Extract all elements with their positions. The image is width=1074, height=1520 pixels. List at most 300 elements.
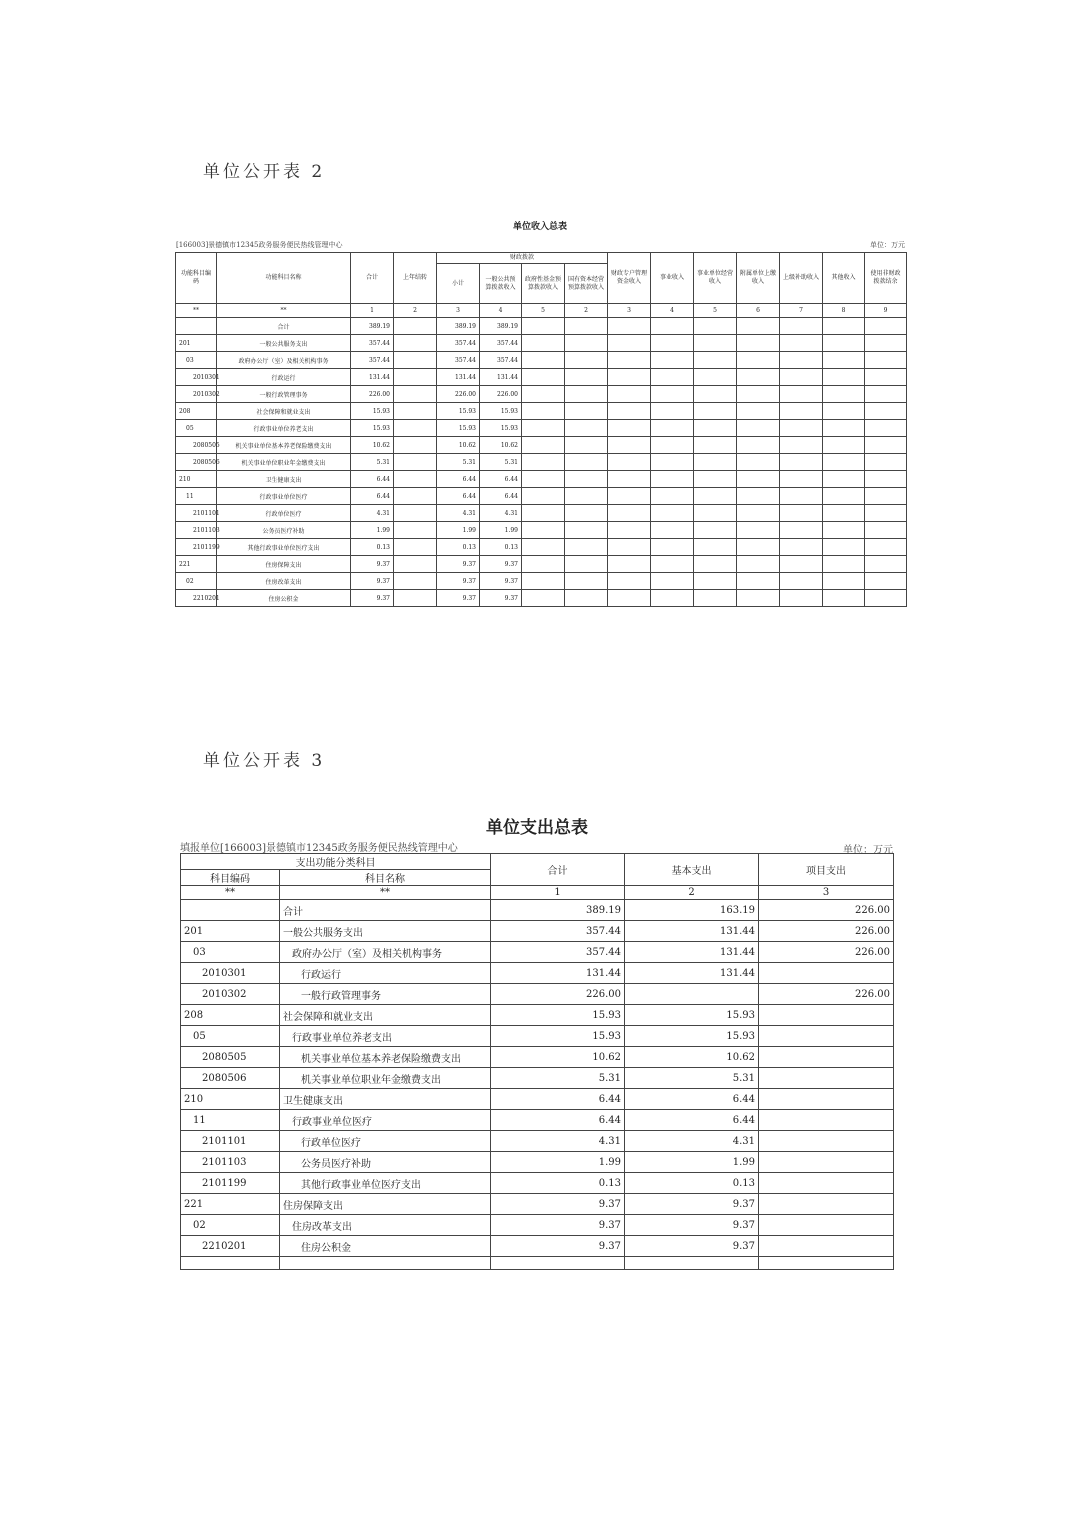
row-empty-cell (522, 437, 565, 454)
row-code: 2101103 (176, 522, 217, 539)
row-basic: 5.31 (625, 1068, 759, 1089)
row-empty-cell (865, 403, 907, 420)
row-total: 9.37 (351, 590, 394, 607)
row-empty-cell (823, 386, 865, 403)
row-empty-cell (608, 590, 651, 607)
row-code: 2080505 (176, 437, 217, 454)
row-empty-cell (565, 505, 608, 522)
income-table-row (176, 488, 907, 505)
row-code: 210 (181, 1089, 280, 1110)
row-basic: 131.44 (625, 921, 759, 942)
row-empty-cell (694, 352, 737, 369)
expense-table (180, 853, 894, 1270)
row-empty-cell (823, 539, 865, 556)
row-name: 其他行政事业单位医疗支出 (217, 539, 351, 556)
row-total: 4.31 (351, 505, 394, 522)
row-total: 6.44 (491, 1110, 625, 1131)
income-index-cell: 1 (351, 304, 394, 318)
row-carryover (394, 403, 437, 420)
row-empty-cell (651, 522, 694, 539)
row-empty-cell (651, 573, 694, 590)
row-empty-cell (608, 403, 651, 420)
expense-index-cell: 2 (625, 886, 759, 900)
row-code: 11 (181, 1110, 280, 1131)
row-general-budget: 357.44 (480, 352, 522, 369)
row-name: 一般行政管理事务 (280, 984, 491, 1005)
row-general-budget: 4.31 (480, 505, 522, 522)
income-index-cell: 3 (608, 304, 651, 318)
row-total: 131.44 (491, 963, 625, 984)
row-total: 5.31 (351, 454, 394, 471)
row-code: 2101101 (181, 1131, 280, 1152)
row-empty-cell (780, 420, 823, 437)
row-name: 社会保障和就业支出 (217, 403, 351, 420)
row-basic: 9.37 (625, 1236, 759, 1257)
row-total: 6.44 (351, 488, 394, 505)
row-carryover (394, 335, 437, 352)
row-empty-cell (565, 352, 608, 369)
expense-table-row (181, 1026, 894, 1047)
expense-unit-label: 单位：万元 (843, 845, 893, 856)
row-name: 行政事业单位养老支出 (280, 1026, 491, 1047)
row-carryover (394, 437, 437, 454)
expense-header-cell: 科目名称 (280, 870, 491, 886)
row-project (759, 1215, 894, 1236)
expense-table-row (181, 1236, 894, 1257)
row-empty-cell (522, 556, 565, 573)
row-empty-cell (565, 335, 608, 352)
income-table-row (176, 318, 907, 335)
row-empty-cell (522, 573, 565, 590)
income-index-cell: 3 (437, 304, 480, 318)
row-general-budget: 15.93 (480, 420, 522, 437)
row-empty-cell (608, 505, 651, 522)
expense-table-row (181, 1110, 894, 1131)
row-name: 住房保障支出 (280, 1194, 491, 1215)
row-empty-cell (823, 437, 865, 454)
row-empty-cell (780, 522, 823, 539)
row-project: 226.00 (759, 984, 894, 1005)
row-empty-cell (694, 403, 737, 420)
expense-table-row (181, 963, 894, 984)
row-carryover (394, 386, 437, 403)
income-table-row (176, 352, 907, 369)
row-name: 行政单位医疗 (280, 1131, 491, 1152)
row-basic: 9.37 (625, 1194, 759, 1215)
row-empty-cell (737, 454, 780, 471)
row-empty-cell (865, 488, 907, 505)
income-index-cell: 5 (522, 304, 565, 318)
row-subtotal: 15.93 (437, 420, 480, 437)
row-empty-cell (565, 369, 608, 386)
row-code: 2101199 (181, 1173, 280, 1194)
expense-table-row (181, 900, 894, 921)
row-empty-cell (608, 369, 651, 386)
row-empty-cell (565, 590, 608, 607)
row-empty-cell (565, 573, 608, 590)
row-total: 15.93 (491, 1005, 625, 1026)
row-code: 2080506 (181, 1068, 280, 1089)
row-empty-cell (780, 318, 823, 335)
row-name: 一般行政管理事务 (217, 386, 351, 403)
row-project (759, 1152, 894, 1173)
row-empty-cell (737, 505, 780, 522)
row-total: 9.37 (351, 573, 394, 590)
row-code: 2010301 (181, 963, 280, 984)
row-empty-cell (737, 369, 780, 386)
row-empty-cell (823, 318, 865, 335)
row-empty-cell (694, 471, 737, 488)
row-empty-cell (823, 505, 865, 522)
row-empty-cell (522, 471, 565, 488)
expense-unit-name: 填报单位[166003]景德镇市12345政务服务便民热线管理中心 (180, 843, 458, 854)
row-empty-cell (823, 522, 865, 539)
income-index-cell: 2 (565, 304, 608, 318)
row-empty-cell (608, 539, 651, 556)
row-empty-cell (694, 318, 737, 335)
row-carryover (394, 471, 437, 488)
row-empty-cell (823, 369, 865, 386)
income-table-row (176, 369, 907, 386)
row-total: 357.44 (351, 335, 394, 352)
row-subtotal: 4.31 (437, 505, 480, 522)
row-empty-cell (565, 556, 608, 573)
row-total: 10.62 (351, 437, 394, 454)
income-index-cell: 5 (694, 304, 737, 318)
expense-table-header (181, 854, 894, 900)
row-general-budget: 9.37 (480, 590, 522, 607)
row-project (759, 1005, 894, 1026)
income-header-cell: 上级补助收入 (780, 253, 823, 304)
row-project: 226.00 (759, 942, 894, 963)
row-empty-cell (565, 386, 608, 403)
row-empty-cell (780, 488, 823, 505)
row-empty-cell (651, 488, 694, 505)
income-header-cell: 合计 (351, 253, 394, 304)
income-table-row (176, 590, 907, 607)
income-index-cell: 4 (480, 304, 522, 318)
row-general-budget: 357.44 (480, 335, 522, 352)
row-basic: 163.19 (625, 900, 759, 921)
row-code (181, 900, 280, 921)
row-general-budget: 0.13 (480, 539, 522, 556)
row-subtotal: 0.13 (437, 539, 480, 556)
row-empty-cell (694, 556, 737, 573)
row-total: 226.00 (351, 386, 394, 403)
row-empty-cell (865, 318, 907, 335)
row-basic: 15.93 (625, 1005, 759, 1026)
row-project (759, 1236, 894, 1257)
row-name: 公务员医疗补助 (280, 1152, 491, 1173)
row-empty-cell (780, 573, 823, 590)
income-header-cell: 国有资本经营预算拨款收入 (565, 264, 608, 304)
expense-table-row (181, 942, 894, 963)
expense-header-cell: 项目支出 (759, 854, 894, 886)
income-table-header (176, 253, 907, 318)
row-empty-cell (759, 1257, 894, 1270)
income-table-row (176, 539, 907, 556)
row-total: 226.00 (491, 984, 625, 1005)
expense-index-cell: ** (280, 886, 491, 900)
row-subtotal: 5.31 (437, 454, 480, 471)
row-total: 0.13 (491, 1173, 625, 1194)
income-header-cell: 小计 (437, 264, 480, 304)
income-table-row (176, 556, 907, 573)
row-total: 1.99 (491, 1152, 625, 1173)
row-empty-cell (780, 386, 823, 403)
expense-index-cell: 3 (759, 886, 894, 900)
row-code: 2010301 (176, 369, 217, 386)
income-index-cell: ** (176, 304, 217, 318)
expense-header-cell: 合计 (491, 854, 625, 886)
row-empty-cell (694, 505, 737, 522)
row-empty-cell (608, 352, 651, 369)
row-empty-cell (694, 369, 737, 386)
row-empty-cell (737, 471, 780, 488)
row-total: 6.44 (351, 471, 394, 488)
row-name: 行政运行 (280, 963, 491, 984)
row-empty-cell (780, 590, 823, 607)
row-total: 0.13 (351, 539, 394, 556)
expense-table-row (181, 921, 894, 942)
row-code: 2010302 (181, 984, 280, 1005)
row-code: 03 (176, 352, 217, 369)
row-basic: 6.44 (625, 1110, 759, 1131)
income-table-row (176, 437, 907, 454)
row-code: 2080506 (176, 454, 217, 471)
row-empty-cell (865, 454, 907, 471)
row-carryover (394, 556, 437, 573)
row-empty-cell (608, 437, 651, 454)
row-empty-cell (780, 505, 823, 522)
row-empty-cell (865, 420, 907, 437)
row-subtotal: 9.37 (437, 590, 480, 607)
income-header-cell: 一般公共预算拨款收入 (480, 264, 522, 304)
row-total: 10.62 (491, 1047, 625, 1068)
row-subtotal: 6.44 (437, 488, 480, 505)
row-empty-cell (565, 454, 608, 471)
row-name: 住房改革支出 (217, 573, 351, 590)
row-empty-cell (651, 505, 694, 522)
row-empty-cell (865, 437, 907, 454)
income-header-cell: 财政专户管理资金收入 (608, 253, 651, 304)
row-subtotal: 357.44 (437, 352, 480, 369)
row-carryover (394, 369, 437, 386)
row-empty-cell (694, 386, 737, 403)
row-empty-cell (522, 454, 565, 471)
row-name: 社会保障和就业支出 (280, 1005, 491, 1026)
row-basic (625, 984, 759, 1005)
expense-index-cell: 1 (491, 886, 625, 900)
row-basic: 131.44 (625, 942, 759, 963)
row-empty-cell (522, 403, 565, 420)
row-name: 行政单位医疗 (217, 505, 351, 522)
row-basic: 131.44 (625, 963, 759, 984)
income-header-cell: 功能科目编码 (176, 253, 217, 304)
row-empty-cell (865, 471, 907, 488)
row-code: 208 (176, 403, 217, 420)
row-empty-cell (491, 1257, 625, 1270)
row-empty-cell (780, 437, 823, 454)
row-empty-cell (823, 403, 865, 420)
row-empty-cell (522, 318, 565, 335)
row-carryover (394, 539, 437, 556)
row-empty-cell (522, 539, 565, 556)
row-empty-cell (651, 471, 694, 488)
row-empty-cell (780, 403, 823, 420)
row-empty-cell (608, 556, 651, 573)
row-empty-cell (608, 318, 651, 335)
row-empty-cell (565, 488, 608, 505)
row-empty-cell (651, 386, 694, 403)
row-basic: 10.62 (625, 1047, 759, 1068)
row-basic: 15.93 (625, 1026, 759, 1047)
row-general-budget: 1.99 (480, 522, 522, 539)
row-empty-cell (280, 1257, 491, 1270)
expense-header-cell: 科目编码 (181, 870, 280, 886)
row-empty-cell (823, 488, 865, 505)
expense-table-title: 单位支出总表 (486, 818, 588, 838)
row-empty-cell (651, 420, 694, 437)
income-header-cell: 政府性基金预算拨款收入 (522, 264, 565, 304)
income-table-row (176, 403, 907, 420)
income-table-row (176, 505, 907, 522)
row-empty-cell (737, 420, 780, 437)
row-general-budget: 9.37 (480, 573, 522, 590)
row-empty-cell (737, 556, 780, 573)
row-empty-cell (737, 386, 780, 403)
row-name: 行政事业单位养老支出 (217, 420, 351, 437)
row-project (759, 1089, 894, 1110)
row-basic: 9.37 (625, 1215, 759, 1236)
income-header-cell: 上年结转 (394, 253, 437, 304)
row-total: 9.37 (491, 1215, 625, 1236)
income-header-cell: 事业收入 (651, 253, 694, 304)
income-table-row (176, 386, 907, 403)
row-empty-cell (737, 318, 780, 335)
row-empty-cell (737, 539, 780, 556)
row-carryover (394, 454, 437, 471)
expense-table-body (181, 900, 894, 1270)
expense-table-row (181, 984, 894, 1005)
income-table-row (176, 573, 907, 590)
income-index-cell: 8 (823, 304, 865, 318)
row-total: 389.19 (351, 318, 394, 335)
row-total: 1.99 (351, 522, 394, 539)
row-code: 221 (176, 556, 217, 573)
row-empty-cell (694, 488, 737, 505)
row-empty-cell (737, 403, 780, 420)
row-general-budget: 226.00 (480, 386, 522, 403)
row-code: 03 (181, 942, 280, 963)
income-index-cell: ** (217, 304, 351, 318)
row-general-budget: 5.31 (480, 454, 522, 471)
row-empty-cell (823, 335, 865, 352)
row-total: 9.37 (351, 556, 394, 573)
row-empty-cell (608, 522, 651, 539)
row-general-budget: 6.44 (480, 471, 522, 488)
expense-index-row (181, 886, 894, 900)
row-empty-cell (522, 505, 565, 522)
row-project (759, 1173, 894, 1194)
row-empty-cell (565, 539, 608, 556)
row-empty-cell (565, 471, 608, 488)
row-basic: 6.44 (625, 1089, 759, 1110)
row-empty-cell (694, 420, 737, 437)
row-empty-cell (737, 522, 780, 539)
row-total: 357.44 (491, 921, 625, 942)
row-empty-cell (865, 590, 907, 607)
row-name: 行政运行 (217, 369, 351, 386)
income-header-cell: 其他收入 (823, 253, 865, 304)
row-empty-cell (522, 590, 565, 607)
row-code: 221 (181, 1194, 280, 1215)
row-empty-cell (651, 454, 694, 471)
income-group-header: 财政拨款 (437, 253, 608, 264)
row-empty-cell (737, 352, 780, 369)
row-empty-cell (823, 590, 865, 607)
row-total: 5.31 (491, 1068, 625, 1089)
expense-table-row (181, 1005, 894, 1026)
expense-table-row (181, 1215, 894, 1236)
expense-table-row (181, 1047, 894, 1068)
row-general-budget: 9.37 (480, 556, 522, 573)
row-empty-cell (694, 539, 737, 556)
row-empty-cell (823, 573, 865, 590)
row-carryover (394, 352, 437, 369)
row-code: 11 (176, 488, 217, 505)
row-code: 05 (181, 1026, 280, 1047)
row-total: 357.44 (351, 352, 394, 369)
row-empty-cell (865, 573, 907, 590)
row-empty-cell (780, 471, 823, 488)
row-empty-cell (823, 471, 865, 488)
section-title-3: 单位公开表 3 (203, 751, 326, 771)
row-empty-cell (651, 556, 694, 573)
row-empty-cell (737, 488, 780, 505)
row-subtotal: 131.44 (437, 369, 480, 386)
row-empty-cell (694, 437, 737, 454)
row-subtotal: 357.44 (437, 335, 480, 352)
row-empty-cell (823, 454, 865, 471)
expense-table-row (181, 1194, 894, 1215)
row-carryover (394, 573, 437, 590)
row-empty-cell (651, 403, 694, 420)
row-empty-cell (608, 573, 651, 590)
row-code (176, 318, 217, 335)
income-header-cell: 事业单位经营收入 (694, 253, 737, 304)
row-subtotal: 6.44 (437, 471, 480, 488)
row-project (759, 1110, 894, 1131)
row-code: 210 (176, 471, 217, 488)
row-total: 15.93 (351, 420, 394, 437)
row-code: 2210201 (176, 590, 217, 607)
row-empty-cell (625, 1257, 759, 1270)
row-subtotal: 9.37 (437, 573, 480, 590)
income-table-row (176, 454, 907, 471)
expense-group-header: 支出功能分类科目 (181, 854, 491, 870)
row-empty-cell (780, 454, 823, 471)
row-empty-cell (865, 556, 907, 573)
income-index-cell: 6 (737, 304, 780, 318)
row-project: 226.00 (759, 900, 894, 921)
row-name: 住房改革支出 (280, 1215, 491, 1236)
row-empty-cell (823, 556, 865, 573)
row-total: 4.31 (491, 1131, 625, 1152)
expense-table-row (181, 1173, 894, 1194)
row-total: 389.19 (491, 900, 625, 921)
row-empty-cell (780, 369, 823, 386)
